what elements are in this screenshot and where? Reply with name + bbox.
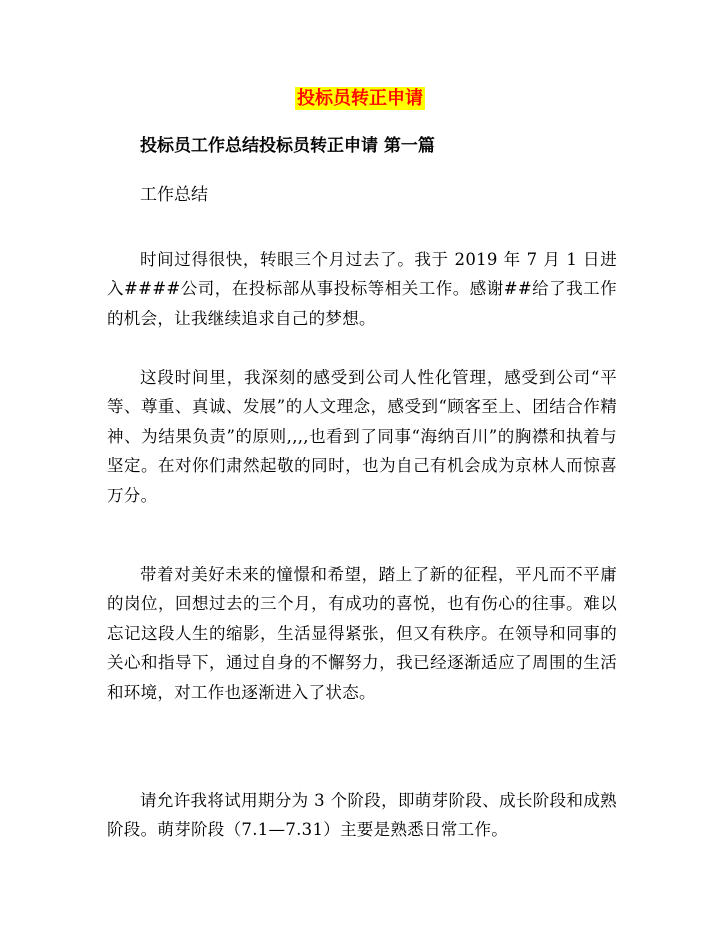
- document-title-text: 投标员转正申请: [297, 88, 423, 109]
- document-subtitle: 投标员工作总结投标员转正申请 第一篇: [140, 136, 435, 156]
- section-heading: 工作总结: [140, 185, 208, 205]
- paragraph-2: 这段时间里，我深刻的感受到公司人性化管理，感受到公司“平等、尊重、真诚、发展”的人文理念，感受到“顾客至上、团结合作精神、为结果负责”的原则,,,,也看到了同事“海纳百川”的胸襟和执着与坚定。在对你们肃然起敬的同时，也为自己有机会成为京林人而惊喜万分。: [107, 367, 617, 505]
- paragraph-3: 带着对美好未来的憧憬和希望，踏上了新的征程，平凡而不平庸的岗位，回想过去的三个月，有成功的喜悦，也有伤心的往事。难以忘记这段人生的缩影，生活显得紧张，但又有秩序。在领导和同事的关心和指导下，通过自身的不懈努力，我已经逐渐适应了周围的生活和环境，对工作也逐渐进入了状态。: [107, 564, 617, 702]
- paragraph-4: 请允许我将试用期分为 3 个阶段，即萌芽阶段、成长阶段和成熟阶段。萌芽阶段（7.1—7.31）主要是熟悉日常工作。: [107, 790, 617, 839]
- document-title: [0, 87, 720, 111]
- paragraph-1: 时间过得很快，转眼三个月过去了。我于 2019 年 7 月 1 日进入####公司，在投标部从事投标等相关工作。感谢##给了我工作的机会，让我继续追求自己的梦想。: [107, 249, 617, 328]
